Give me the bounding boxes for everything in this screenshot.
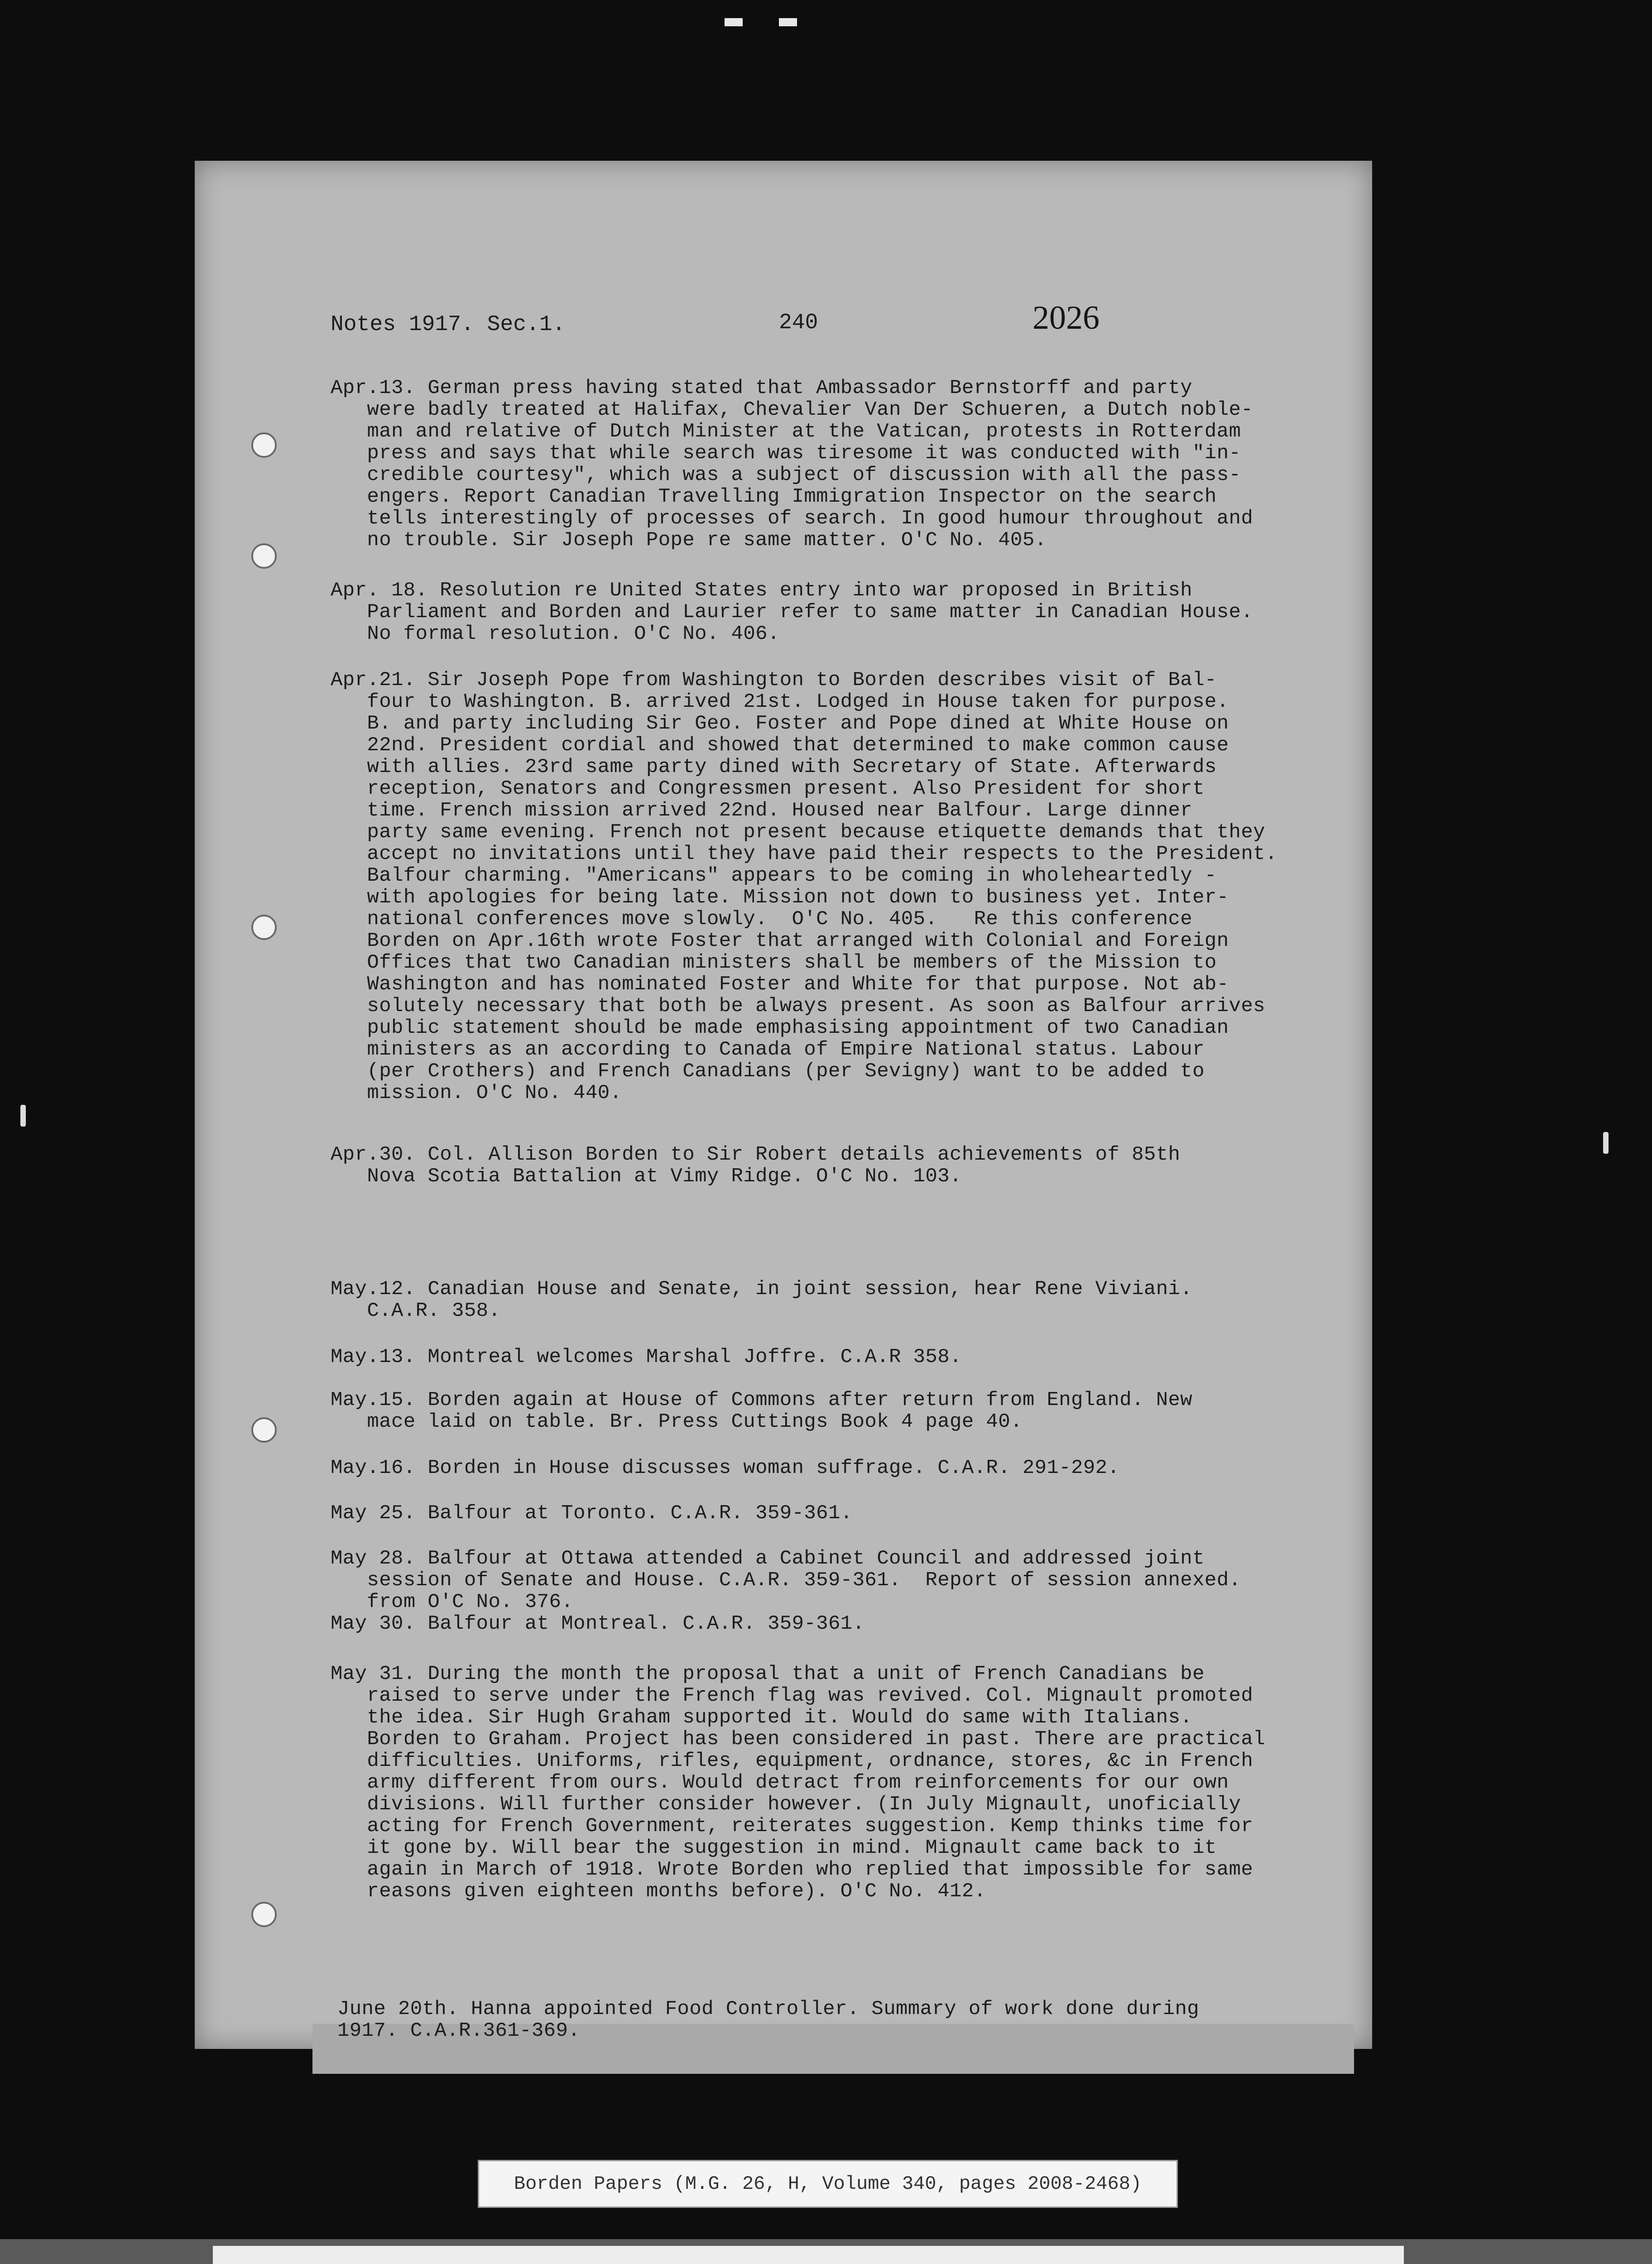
entry-may-12: May.12. Canadian House and Senate, in joint session, hear Rene Viviani. C.A.R. 358. (331, 1278, 1193, 1322)
folio-number: 2026 (1032, 299, 1100, 336)
film-top-mark (779, 18, 797, 26)
entry-apr-13: Apr.13. German press having stated that Ambassador Bernstorff and party were badly treated at Halifax, Chevalier Van Der Schueren, a Dutch noble- man and relative of Dutch Minister at the Vatican, protests in Rotterdam press and says that while search was tiresome it was conducted with "in- credible courtesy", which was a subject of discussion with all the pass- engers. Report Canadian Travelling Immigration Inspector on the search tells interestingly of processes of search. In good humour throughout and no trouble. Sir Joseph Pope re same matter. O'C No. 405. (331, 377, 1253, 552)
entry-apr-21: Apr.21. Sir Joseph Pope from Washington to Borden describes visit of Bal- four to Washington. B. arrived 21st. Lodged in House taken for purpose. B. and party including Sir Geo. Foster and Pope dined at White House on 22nd. President cordial and showed that determined to make common cause with allies. 23rd same party dined with Secretary of State. Afterwards reception, Senators and Congressmen present. Also President for short time. French mission arrived 22nd. Housed near Balfour. Large dinner party same evening. French not present because etiquette demands that they accept no invitations until they have paid their respects to the President. Balfour charming. "Americans" appears to be coming in wholeheartedly - with apologies for being late. Mission not down to business yet. Inter- national conferences move slowly. O'C No. 405. Re this conference Borden on Apr.16th wrote Foster that arranged with Colonial and Foreign Offices that two Canadian ministers shall be members of the Mission to Washington and has nominated Foster and White for that purpose. Not ab- solutely necessary that both be always present. As soon as Balfour arrives public statement should be made emphasising appointment of two Canadian ministers as an according to Canada of Empire National status. Labour (per Crothers) and French Canadians (per Sevigny) want to be added to mission. O'C No. 440. (331, 669, 1277, 1104)
punch-hole (251, 915, 277, 940)
entry-apr-30: Apr.30. Col. Allison Borden to Sir Robert details achievements of 85th Nova Scotia Battalion at Vimy Ridge. O'C No. 103. (331, 1143, 1181, 1188)
entry-may-25: May 25. Balfour at Toronto. C.A.R. 359-361. (331, 1502, 853, 1525)
punch-hole (251, 1417, 277, 1443)
entry-may-16: May.16. Borden in House discusses woman suffrage. C.A.R. 291-292. (331, 1457, 1120, 1479)
film-edge-mark (20, 1105, 26, 1127)
entry-may-28-30: May 28. Balfour at Ottawa attended a Cabinet Council and addressed joint session of Senate and House. C.A.R. 359-361. Report of session annexed. from O'C No. 376. May 30. Balfour at Montreal. C.A.R. 359-361. (331, 1547, 1241, 1635)
punch-hole (251, 1902, 277, 1927)
punch-hole (251, 432, 277, 458)
entry-may-15: May.15. Borden again at House of Commons after return from England. New mace laid on table. Br. Press Cuttings Book 4 page 40. (331, 1389, 1193, 1433)
entry-may-13: May.13. Montreal welcomes Marshal Joffre. C.A.R 358. (331, 1346, 962, 1368)
document-title: Notes 1917. Sec.1. (331, 312, 566, 337)
film-top-mark (725, 18, 743, 26)
film-edge-mark (1603, 1132, 1609, 1154)
punch-hole (251, 543, 277, 569)
citation-label: Borden Papers (M.G. 26, H, Volume 340, pages 2008-2468) (478, 2160, 1178, 2208)
archives-card (213, 2246, 1404, 2264)
entry-apr-18: Apr. 18. Resolution re United States entry into war proposed in British Parliament and Borden and Laurier refer to same matter in Canadian House. No formal resolution. O'C No. 406. (331, 579, 1253, 645)
entry-june-20: June 20th. Hanna appointed Food Controller. Summary of work done during 1917. C.A.R.361-369. (337, 1998, 1200, 2042)
entry-may-31: May 31. During the month the proposal that a unit of French Canadians be raised to serve under the French flag was revived. Col. Mignault promoted the idea. Sir Hugh Graham supported it. Would do same with Italians. Borden to Graham. Project has been considered in past. There are practical difficulties. Uniforms, rifles, equipment, ordnance, stores, &c in French army different from ours. Would detract from reinforcements for our own divisions. Will further consider however. (In July Mignault, unoficially acting for French Government, reiterates suggestion. Kemp thinks time for it gone by. Will bear the suggestion in mind. Mignault came back to it again in March of 1918. Wrote Borden who replied that impossible for same reasons given eighteen months before). O'C No. 412. (331, 1663, 1265, 1903)
page-number: 240 (779, 311, 818, 335)
